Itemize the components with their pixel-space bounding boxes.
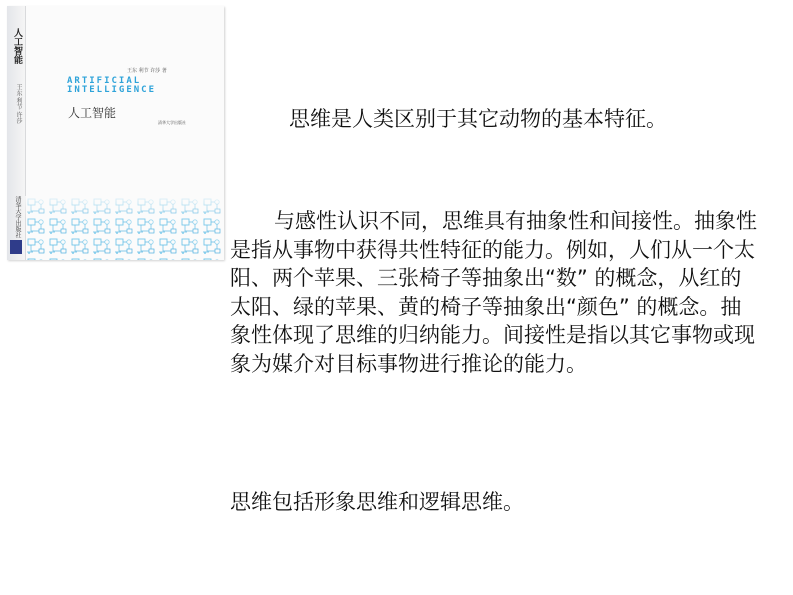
book-spine	[7, 6, 26, 260]
cover-title-english: ARTIFICIAL INTELLIGENCE	[67, 76, 157, 95]
paragraph-thinking-types: 思维包括形象思维和逻辑思维。	[230, 490, 524, 514]
circuit-pattern-art	[25, 196, 224, 260]
spine-title: 人工智能	[12, 28, 22, 64]
paragraph-abstraction-indirectness: 与感性认识不同，思维具有抽象性和间接性。抽象性是指从事物中获得共性特征的能力。例如，人们从一个太阳、两个苹果、三张椅子等抽象出“数” 的概念，从红的太阳、绿的苹果、黄的椅子等抽象出“颜色” 的概念。抽象性体现了思维的归纳能力。间接性是指以其它事物或现象为媒介对目标事物进行推论的能力。	[230, 209, 757, 376]
book-cover-image	[7, 6, 224, 260]
cover-authors: 王东 利节 许莎 著	[127, 68, 167, 74]
cover-publisher: 清华大学出版社	[158, 120, 186, 125]
spine-publisher: 清华大学出版社	[14, 196, 21, 238]
paragraph-thinking-definition: 思维是人类区别于其它动物的基本特征。	[289, 107, 667, 131]
spine-authors: 王东 利节 许莎	[15, 84, 22, 124]
cover-title-chinese: 人工智能	[68, 106, 117, 120]
spine-logo-block	[10, 240, 22, 254]
